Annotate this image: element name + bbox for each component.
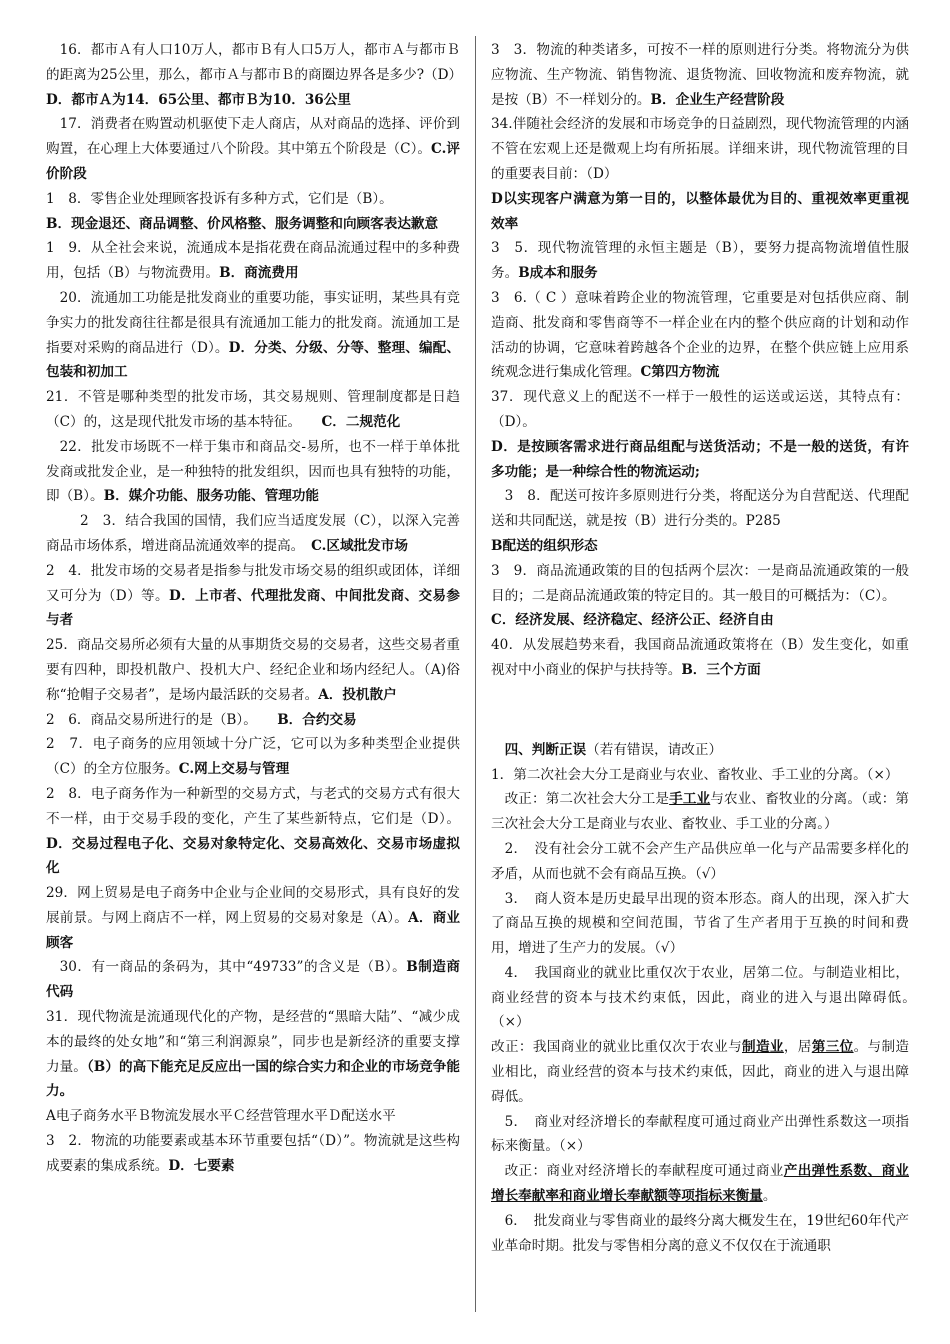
question-19: 1 9．从全社会来说，流通成本是指花费在商品流通过程中的多种费用，包括（B）与物流费用。B．商流费用 bbox=[46, 240, 460, 282]
answer-26: B．合约交易 bbox=[277, 711, 357, 728]
answer-25: A．投机散户 bbox=[318, 686, 397, 703]
right-column bbox=[491, 38, 923, 1258]
question-22: 22．批发市场既不一样于集市和商品交-易所，也不一样于单体批发商或批发企业，是一种独特的批发组织，因而也具有独特的功能，即（B）。B．媒介功能、服务功能、管理功能 bbox=[46, 438, 460, 505]
answer-30: B制造商代码 bbox=[46, 959, 460, 1001]
answer-40: B．三个方面 bbox=[681, 661, 761, 678]
question-17: 17．消费者在购置动机驱使下走人商店，从对商品的选择、评价到购置，在心理上大体要通过八个阶段。其中第五个阶段是（C）。C.评价阶段 bbox=[46, 116, 460, 182]
question-28: 2 8．电子商务作为一种新型的交易方式，与老式的交易方式有很大不一样，由于交易手段的变化，产生了某些新特点，它们是（D）。D．交易过程电子化、交易对象特定化、交易高效化、交易市场虚拟化 bbox=[46, 785, 460, 877]
correction-1: 改正：第二次社会大分工是手工业与农业、畜牧业的分离。（或：第三次社会大分工是商业与农业、畜牧业、手工业的分离。） bbox=[491, 791, 910, 833]
question-31: 31．现代物流是流通现代化的产物，是经营的“黑暗大陆”、“减少成本的最终的处女地”和“第三利润源泉”，同步也是新经济的重要支撑力量。（B）的高下能充足反应出一国的综合实力和企业的市场竞争能力。 bbox=[46, 1009, 460, 1100]
question-16: 16．都市Ａ有人口10万人，都市Ｂ有人口5万人，都市Ａ与都市Ｂ的距离为25公里，那么，都市Ａ与都市Ｂ的商圈边界各是多少?（D） bbox=[46, 42, 463, 83]
question-37: 37．现代意义上的配送不一样于一般性的运送或运送，其特点有：（D）。 bbox=[491, 389, 909, 430]
answer-21: C．二规范化 bbox=[321, 413, 401, 430]
question-35: 3 5．现代物流管理的永恒主题是（B），要努力提高物流增值性服务。B成本和服务 bbox=[491, 240, 909, 282]
question-20: 20．流通加工功能是批发商业的重要功能，事实证明，某些具有竞争实力的批发商往往都是很具有流通加工能力的批发商。流通加工是指要对采购的商品进行（D）。D．分类、分级、分等、整理、编配、包装和初加工 bbox=[46, 289, 460, 381]
question-23: 2 3．结合我国的国情，我们应当适度发展（C），以深入完善商品市场体系，增进商品流通效率的提高。 C.区域批发市场 bbox=[46, 513, 460, 554]
question-33: 3 3．物流的种类诸多，可按不一样的原则进行分类。将物流分为供应物流、生产物流、销售物流、退货物流、回收物流和废弃物流，就是按（B）不一样划分的。B．企业生产经营阶段 bbox=[491, 42, 909, 108]
answer-39: C．经济发展、经济稳定、经济公正、经济自由 bbox=[491, 612, 774, 629]
question-24: 2 4．批发市场的交易者是指参与批发市场交易的组织或团体，详细又可分为（D）等。D．上市者、代理批发商、中间批发商、交易参与者 bbox=[46, 562, 460, 629]
answer-36: C第四方物流 bbox=[640, 364, 720, 381]
question-26: 2 6．商品交易所进行的是（B）。 B．合约交易 bbox=[46, 711, 357, 728]
answer-32: D．七要素 bbox=[168, 1157, 235, 1174]
answer-17: C.评价阶段 bbox=[46, 141, 460, 182]
question-30: 30．有一商品的条码为，其中“49733”的含义是（B）。B制造商代码 bbox=[46, 959, 460, 1001]
answer-35: B成本和服务 bbox=[518, 265, 598, 282]
answer-28: D．交易过程电子化、交易对象特定化、交易高效化、交易市场虚拟化 bbox=[46, 835, 460, 877]
options-31: A电子商务水平Ｂ物流发展水平Ｃ经营管理水平Ｄ配送水平 bbox=[46, 1108, 396, 1125]
answer-33: B．企业生产经营阶段 bbox=[650, 91, 785, 108]
answer-27: C.网上交易与管理 bbox=[178, 761, 290, 778]
answer-19: B．商流费用 bbox=[219, 265, 299, 282]
answer-24: D．上市者、代理批发商、中间批发商、交易参与者 bbox=[46, 587, 460, 629]
judgement-3: 3． 商人资本是历史最早出现的资本形态。商人的出现，深入扩大了商品互换的规模和空间范围，节省了生产者用于互换的时间和费用，增进了生产力的发展。（√） bbox=[491, 890, 909, 957]
question-40: 40．从发展趋势来看，我国商品流通政策将在（B）发生变化，如重视对中小商业的保护与扶持等。B．三个方面 bbox=[491, 637, 909, 678]
answer-23: C.区域批发市场 bbox=[311, 537, 408, 554]
answer-31: （B）的高下能充足反应出一国的综合实力和企业的市场竞争能力。 bbox=[46, 1058, 460, 1100]
section-gap bbox=[491, 683, 909, 738]
answer-38: B配送的组织形态 bbox=[491, 537, 598, 554]
section-heading: 四、判断正误（若有错误，请改正） bbox=[504, 741, 723, 758]
answer-20: D．分类、分级、分等、整理、编配、包装和初加工 bbox=[46, 339, 460, 381]
judgement-6: 6． 批发商业与零售商业的最终分离大概发生在，19世纪60年代产业革命时期。批发与零售相分离的意义不仅仅在于流通职 bbox=[491, 1212, 909, 1254]
correction-4: 改正：我国商业的就业比重仅次于农业与制造业，居第三位。与制造业相比，商业经营的资本与技术约束低，因此，商业的进入与退出障碍低。 bbox=[491, 1039, 910, 1105]
answer-16: D．都市Ａ为14．65公里、都市Ｂ为10．36公里 bbox=[46, 91, 351, 108]
answer-37: D．是按顾客需求进行商品组配与送货活动；不是一般的送货，有许多功能；是一种综合性的物流运动; bbox=[491, 438, 909, 480]
question-38: 3 8．配送可按许多原则进行分类，将配送分为自营配送、代理配送和共同配送，就是按（B）进行分类的。P285 bbox=[491, 488, 909, 530]
correction-5: 改正：商业对经济增长的奉献程度可通过商业产出弹性系数、商业增长奉献率和商业增长奉献额等项指标来衡量。 bbox=[491, 1163, 910, 1205]
question-18: 1 8．零售企业处理顾客投诉有多种方式，它们是（B）。 bbox=[46, 190, 393, 207]
question-27: 2 7．电子商务的应用领域十分广泛，它可以为多种类型企业提供（C）的全方位服务。C.网上交易与管理 bbox=[46, 736, 460, 778]
column-divider bbox=[475, 36, 476, 1312]
left-column bbox=[46, 38, 463, 1179]
question-25: 25．商品交易所必须有大量的从事期货交易的交易者，这些交易者重要有四种，即投机散户、投机大户、经纪企业和场内经纪人。（A)俗称“抢帽子交易者”，是场内最活跃的交易者。A．投机散户 bbox=[46, 637, 460, 703]
answer-34: D以实现客户满意为第一目的，以整体最优为目的、重视效率更重视效率 bbox=[491, 190, 909, 232]
question-21: 21．不管是哪种类型的批发市场，其交易规则、管理制度都是日趋（C）的，这是现代批发市场的基本特征。 C．二规范化 bbox=[46, 389, 460, 430]
answer-29: A．商业顾客 bbox=[46, 909, 461, 951]
answer-22: B．媒介功能、服务功能、管理功能 bbox=[103, 488, 319, 505]
judgement-4: 4． 我国商业的就业比重仅次于农业，居第二位。与制造业相比，商业经营的资本与技术约束低，因此，商业的进入与退出障碍低。 （×） bbox=[491, 964, 923, 1031]
judgement-2: 2． 没有社会分工就不会产生产品供应单一化与产品需要多样化的矛盾，从而也就不会有商品互换。（√） bbox=[491, 840, 909, 882]
judgement-1: 1．第二次社会大分工是商业与农业、畜牧业、手工业的分离。（×） bbox=[491, 766, 899, 783]
judgement-5: 5． 商业对经济增长的奉献程度可通过商业产出弹性系数这一项指标来衡量。（×） bbox=[491, 1113, 909, 1155]
question-34: 34.伴随社会经济的发展和市场竞争的日益剧烈，现代物流管理的内涵不管在宏观上还是微观上均有所拓展。详细来讲，现代物流管理的目的重要表目前：（D） bbox=[491, 116, 909, 182]
answer-18: B．现金退还、商品调整、价风格整、服务调整和向顾客表达歉意 bbox=[46, 215, 439, 232]
question-36: 3 6.（ C ）意味着跨企业的物流管理，它重要是对包括供应商、制造商、批发商和零售商等不一样企业在内的整个供应商的计划和动作活动的协调，它意味着跨越各个企业的边界，在整个供应链上应用系统观念进行集成化管理。C第四方物流 bbox=[491, 289, 909, 381]
question-32: 3 2．物流的功能要素或基本环节重要包括“（D）”。物流就是这些构成要素的集成系统。D．七要素 bbox=[46, 1133, 460, 1174]
question-29: 29．网上贸易是电子商务中企业与企业间的交易形式，具有良好的发展前景。与网上商店不一样，网上贸易的交易对象是（A）。A．商业顾客 bbox=[46, 885, 461, 951]
question-39: 3 9．商品流通政策的目的包括两个层次：一是商品流通政策的一般目的；二是商品流通政策的特定目的。其一般目的可概括为：（C）。 bbox=[491, 562, 909, 604]
